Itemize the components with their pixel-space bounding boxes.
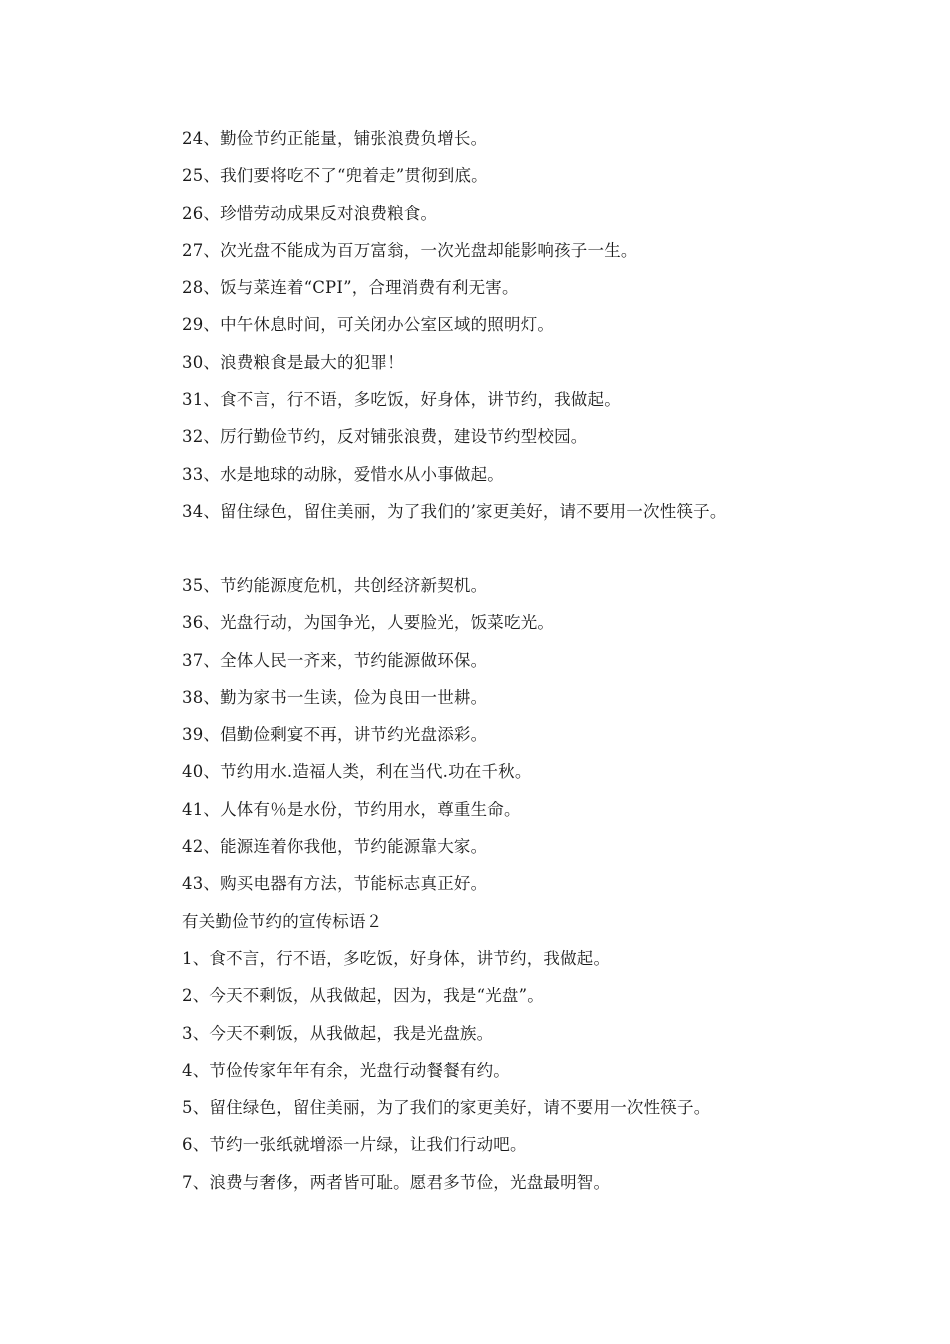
slogan-line: 26、珍惜劳动成果反对浪费粮食。 [182, 203, 438, 223]
slogan-line: 27、次光盘不能成为百万富翁，一次光盘却能影响孩子一生。 [182, 240, 638, 260]
slogan-line: 38、勤为家书一生读，俭为良田一世耕。 [182, 687, 488, 707]
slogan-line: 39、倡勤俭剩宴不再，讲节约光盘添彩。 [182, 725, 488, 745]
slogan-line: 25、我们要将吃不了“兜着走”贯彻到底。 [182, 166, 488, 186]
slogan-line: 41、人体有％是水份，节约用水，尊重生命。 [182, 799, 521, 819]
slogan-list-part-1 [182, 120, 922, 530]
slogan-line: 33、水是地球的动脉，爱惜水从小事做起。 [182, 464, 504, 484]
slogan-line: 30、浪费粮食是最大的犯罪！ [182, 352, 404, 372]
slogan-line: 43、购买电器有方法，节能标志真正好。 [182, 874, 488, 894]
slogan-line: 6、节约一张纸就增添一片绿，让我们行动吧。 [182, 1135, 527, 1155]
slogan-line: 37、全体人民一齐来，节约能源做环保。 [182, 650, 488, 670]
slogan-line: 40、节约用水.造福人类，利在当代.功在千秋。 [182, 762, 532, 782]
slogan-line: 5、留住绿色，留住美丽，为了我们的家更美好，请不要用一次性筷子。 [182, 1098, 711, 1118]
slogan-line: 24、勤俭节约正能量，铺张浪费负增长。 [182, 129, 488, 148]
slogan-line: 32、厉行勤俭节约，反对铺张浪费，建设节约型校园。 [182, 427, 588, 447]
slogan-line: 35、节约能源度危机，共创经济新契机。 [182, 576, 488, 595]
slogan-line: 3、今天不剩饭，从我做起，我是光盘族。 [182, 1023, 494, 1043]
slogan-line: 7、浪费与奢侈，两者皆可耻。愿君多节俭，光盘最明智。 [182, 1172, 611, 1192]
slogan-line: 28、饭与菜连着“CPI”，合理消费有利无害。 [182, 278, 519, 298]
slogan-line: 42、能源连着你我他，节约能源靠大家。 [182, 837, 488, 857]
slogan-line: 2、今天不剩饭，从我做起，因为，我是“光盘”。 [182, 986, 544, 1006]
slogan-line: 29、中午休息时间，可关闭办公室区域的照明灯。 [182, 315, 555, 335]
slogan-line: 36、光盘行动，为国争光，人要脸光，饭菜吃光。 [182, 613, 555, 633]
slogan-line: 1、食不言，行不语，多吃饭，好身体，讲节约，我做起。 [182, 948, 611, 968]
slogan-line: 31、食不言，行不语，多吃饭，好身体，讲节约，我做起。 [182, 390, 621, 410]
section-heading: 有关勤俭节约的宣传标语２ [182, 911, 383, 931]
slogan-line: 34、留住绿色，留住美丽，为了我们的’家更美好，请不要用一次性筷子。 [182, 501, 727, 521]
slogan-list-part-2 [182, 567, 922, 1201]
slogan-line: 4、节俭传家年年有余，光盘行动餐餐有约。 [182, 1060, 510, 1080]
